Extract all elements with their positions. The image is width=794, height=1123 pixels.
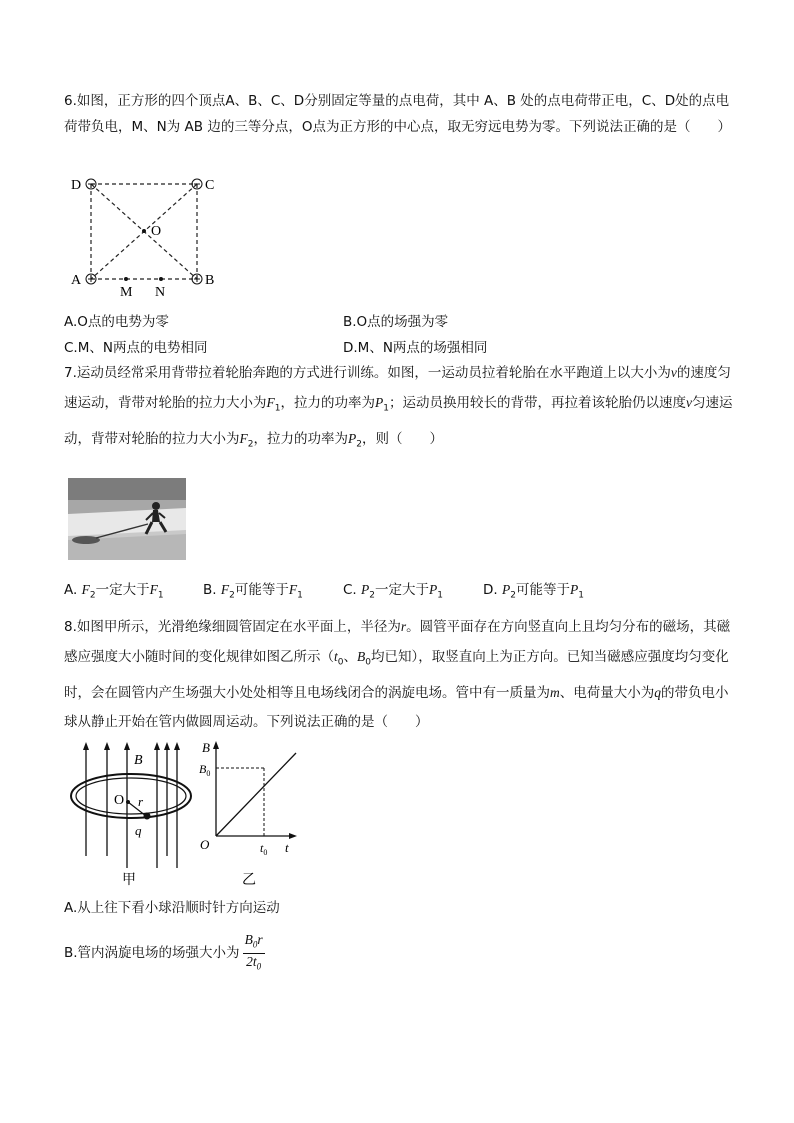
b0-label: $B_0$ xyxy=(199,762,211,778)
q6-option-a: A.O点的电势为零 xyxy=(64,314,169,330)
q8-stem: 8.如图甲所示，光滑绝缘细圆管固定在水平面上，半径为r。圆管平面存在方向竖直向上且均匀分布的磁场，其磁感应强度大小随时间的变化规律如图乙所示（$t_0$、$B_0$均已知），取竖直向上为正方向。已知当磁感应强度均匀变化时，会在圆管内产生场强大小处处相等且电场线闭合的涡旋电场。管中有一质量为m、电荷量大小为q的带负电小球从静止开始在管内做圆周运动。下列说法正确的是（ ） xyxy=(64,619,731,730)
fig-yi-caption: 乙 xyxy=(242,873,256,888)
fig-b-label: B xyxy=(134,753,143,768)
label-o: O xyxy=(151,224,162,239)
q6-option-c: C.M、N两点的电势相同 xyxy=(64,340,208,356)
fig-jia-caption: 甲 xyxy=(122,873,136,888)
q7-option-d: D. $P_2$可能等于$P_1$ xyxy=(483,582,584,601)
q6-option-b: B.O点的场强为零 xyxy=(343,314,449,330)
q7-option-b: B. $F_2$可能等于$F_1$ xyxy=(203,582,303,601)
fig-r-label: r xyxy=(138,794,144,809)
figure-jia-ring-in-field xyxy=(64,738,204,888)
label-d: D xyxy=(71,178,82,193)
q7-stem: 7.运动员经常采用背带拉着轮胎奔跑的方式进行训练。如图，一运动员拉着轮胎在水平跑道上以大小为v的速度匀速运动，背带对轮胎的拉力大小为$F_1$，拉力的功率为$P_1$；运动员换用较长的背带，再拉着该轮胎仍以速度v匀速运动，背带对轮胎的拉力大小为$F_2$，拉力的功率为$P_2$，则（ ） xyxy=(64,365,733,450)
runner-photo xyxy=(68,478,186,560)
label-n: N xyxy=(155,285,166,300)
label-c: C xyxy=(205,178,215,193)
t0-label: $t_0$ xyxy=(260,841,268,857)
figure-yi-b-t-graph xyxy=(196,738,306,888)
point-n xyxy=(159,277,163,281)
q6-option-d: D.M、N两点的场强相同 xyxy=(343,340,488,356)
q6-square-diagram xyxy=(64,172,234,302)
label-a: A xyxy=(71,273,82,288)
origin-label: O xyxy=(200,837,210,852)
label-b: B xyxy=(205,273,215,288)
label-m: M xyxy=(120,285,133,300)
axis-b-label: B xyxy=(202,740,210,755)
q7-option-a: A. $F_2$一定大于$F_1$ xyxy=(64,582,164,601)
q8-option-b: B.管内涡旋电场的场强大小为 $\frac{B_0r}{2t_0}$ xyxy=(64,932,265,974)
point-m xyxy=(124,277,128,281)
fig-q-label: q xyxy=(135,823,142,838)
fig-o-label: O xyxy=(114,793,125,808)
field-strength-fraction: $\frac{B_0r}{2t_0}$ xyxy=(244,932,263,972)
q6-stem: 6.如图，正方形的四个顶点A、B、C、D分别固定等量的点电荷，其中 A、B 处的点电荷带正电，C、D处的点电荷带负电，M、N为 AB 边的三等分点，O点为正方形的中心点，取无穷远电势为零。下列说法正确的是（ ） xyxy=(64,93,731,135)
q7-option-c: C. $P_2$一定大于$P_1$ xyxy=(343,582,443,601)
q8-option-a: A.从上往下看小球沿顺时针方向运动 xyxy=(64,900,280,916)
axis-t-label: t xyxy=(285,840,289,855)
point-o xyxy=(142,229,146,233)
